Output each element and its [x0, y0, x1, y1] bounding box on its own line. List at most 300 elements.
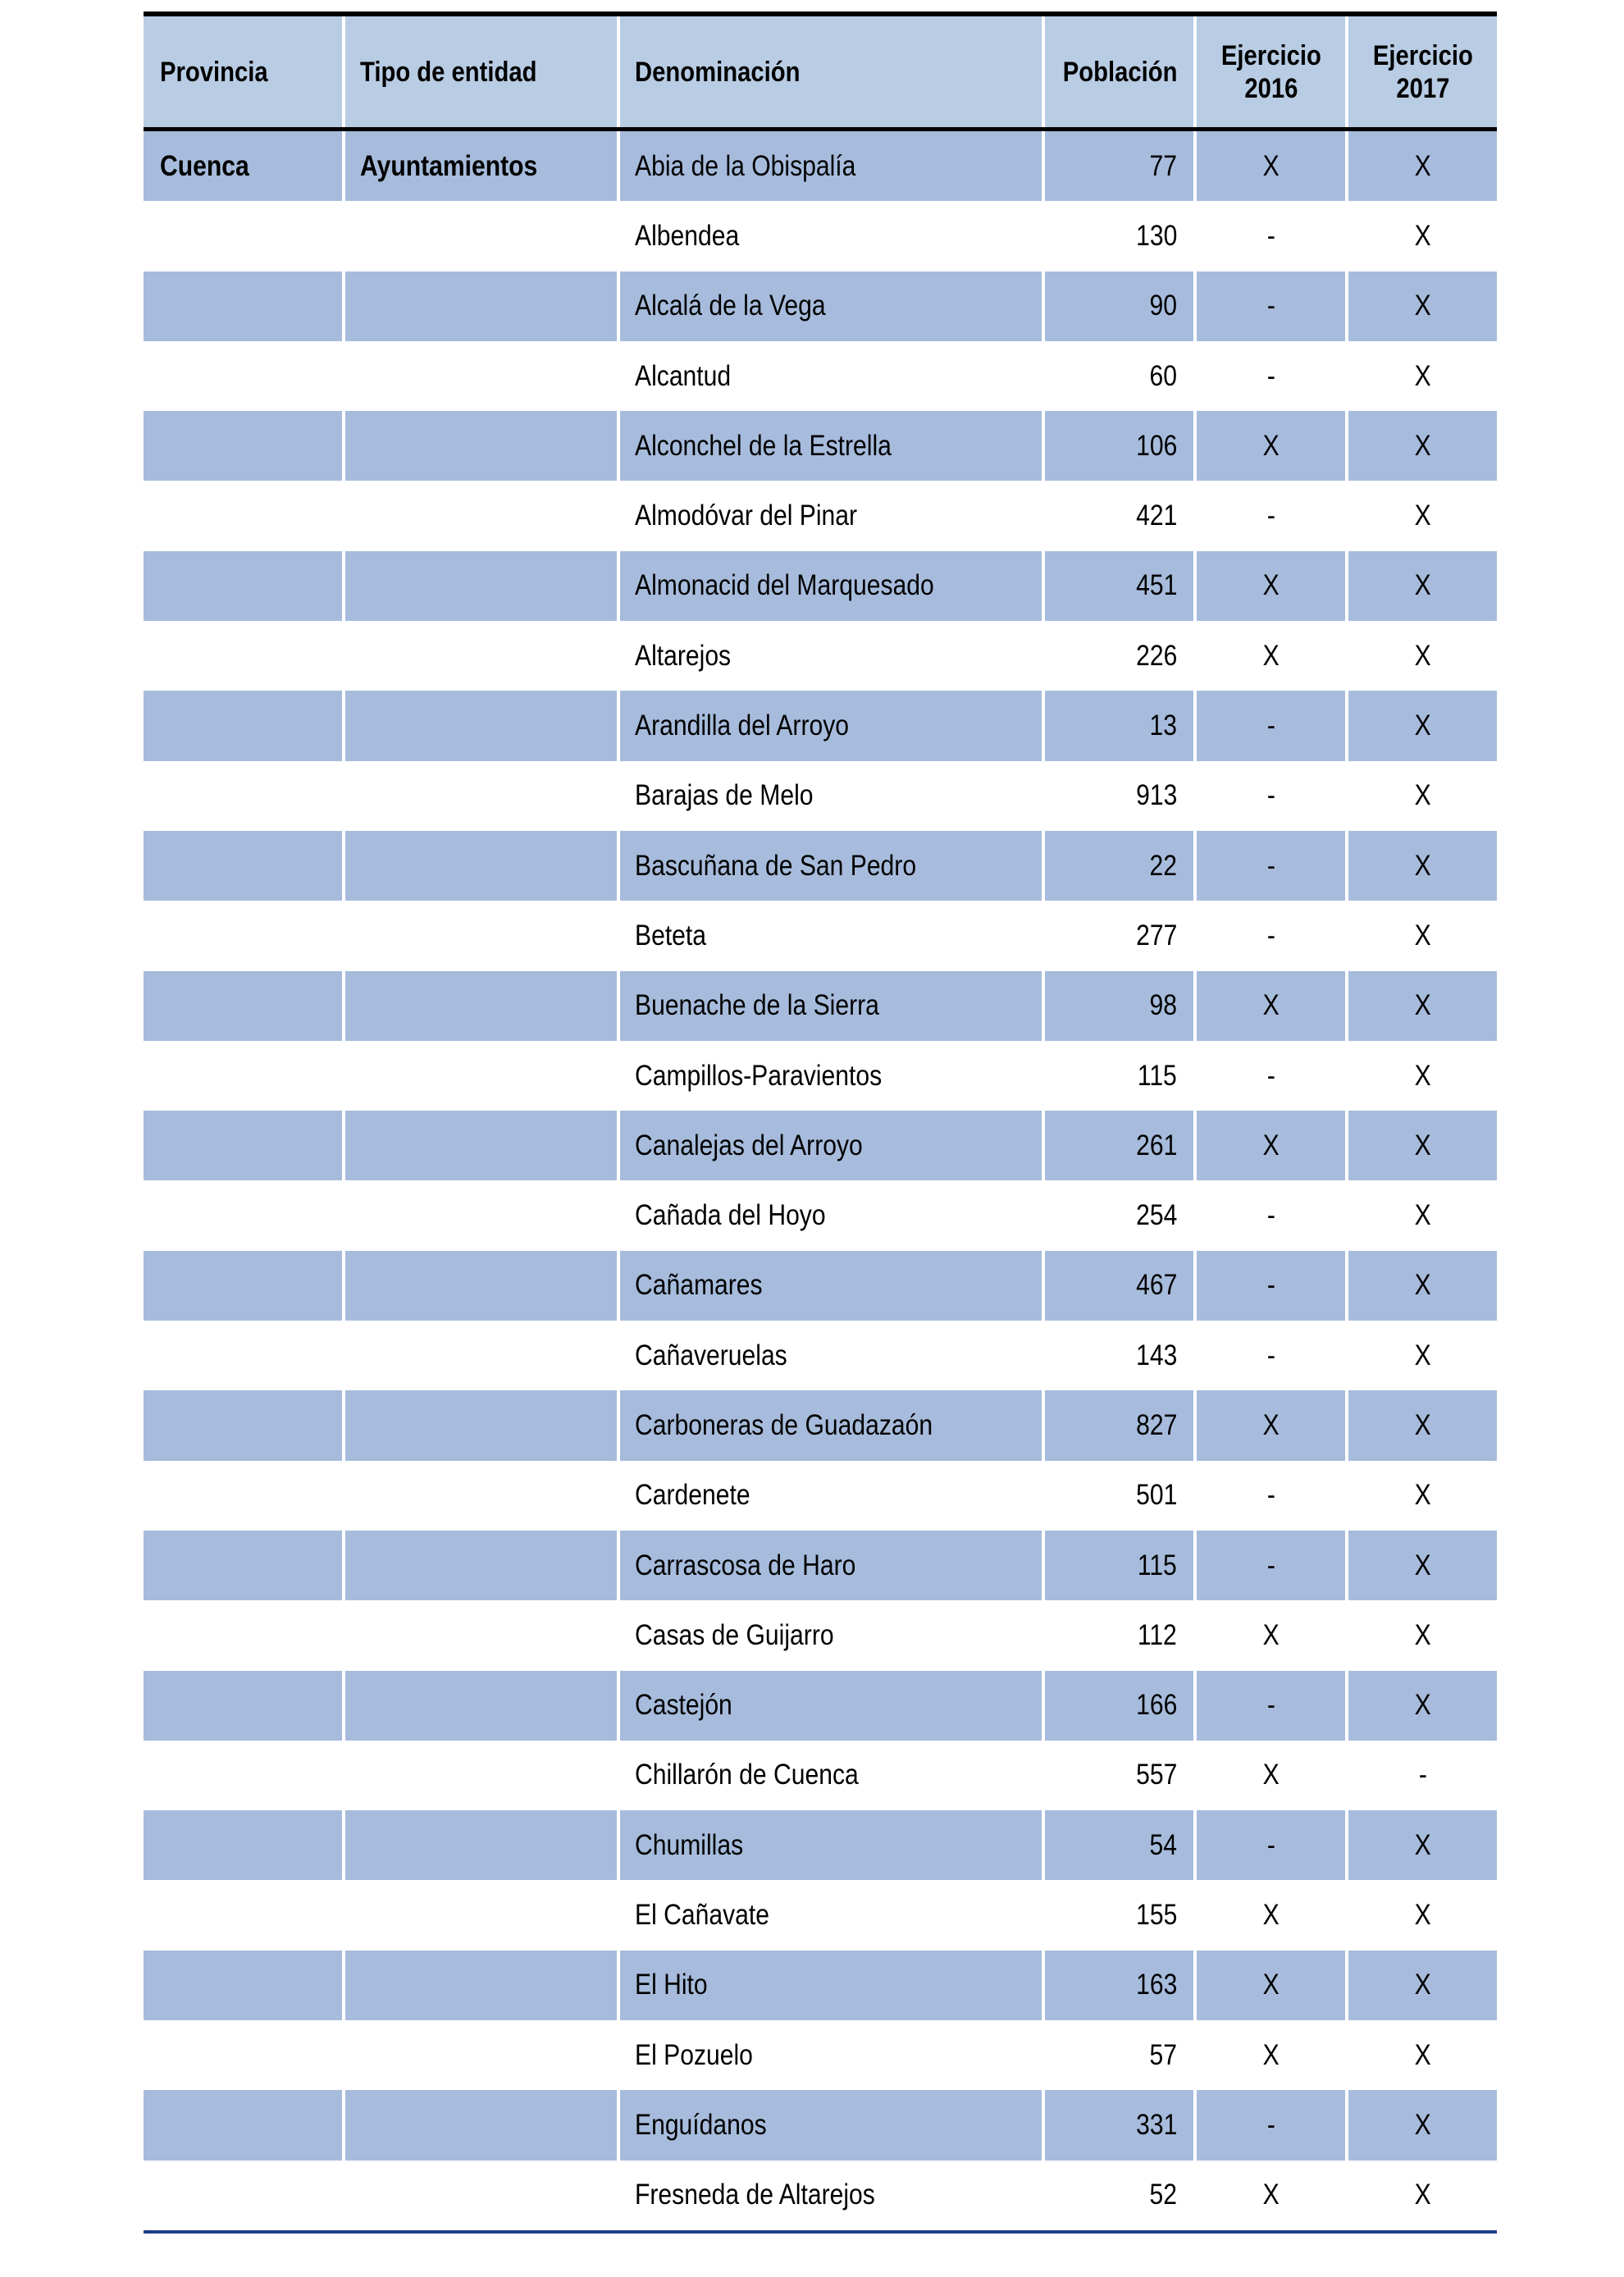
cell-tipo-entidad: [342, 1321, 617, 1390]
cell-denominacion: [617, 1321, 1042, 1390]
cell-ej2016-text: X: [1262, 989, 1280, 1022]
cell-poblacion-text: 421: [1135, 500, 1177, 532]
cell-ejercicio-2017: [1345, 1111, 1497, 1180]
table-row: [144, 1180, 1497, 1250]
cell-ejercicio-2016: [1193, 1461, 1345, 1531]
cell-tipo-entidad: [342, 272, 617, 341]
cell-ej2017-text: X: [1414, 710, 1431, 742]
cell-poblacion-text: 254: [1135, 1199, 1177, 1232]
cell-ej2017-text: X: [1414, 569, 1431, 602]
cell-denominacion-text: El Cañavate: [635, 1899, 769, 1932]
cell-denominacion-text: Albendea: [635, 219, 740, 252]
cell-provincia: [144, 341, 342, 411]
cell-ej2016-text: -: [1266, 779, 1275, 812]
cell-ej2016-text: -: [1266, 2108, 1275, 2141]
cell-ejercicio-2017: [1345, 1041, 1497, 1111]
table-row: [144, 551, 1497, 621]
cell-ej2016-text: X: [1262, 2179, 1280, 2211]
cell-ejercicio-2016: [1193, 1531, 1345, 1600]
cell-ej2016-text: X: [1262, 569, 1280, 602]
cell-poblacion-text: 115: [1138, 1059, 1177, 1092]
table-row: [144, 1600, 1497, 1670]
cell-ejercicio-2016: [1193, 1951, 1345, 2020]
cell-denominacion-text: Abia de la Obispalía: [635, 149, 856, 182]
cell-provincia: [144, 2161, 342, 2230]
cell-ejercicio-2017: [1345, 2090, 1497, 2160]
cell-poblacion-text: 827: [1135, 1408, 1177, 1441]
cell-ejercicio-2016: [1193, 551, 1345, 621]
cell-denominacion-text: Arandilla del Arroyo: [635, 710, 850, 742]
cell-denominacion-text: Barajas de Melo: [635, 779, 814, 812]
cell-ej2017-text: X: [1414, 149, 1431, 182]
header-denominacion: [617, 16, 1042, 127]
cell-poblacion: [1042, 621, 1193, 691]
table-row: [144, 1041, 1497, 1111]
cell-ej2017-text: X: [1414, 1618, 1431, 1651]
cell-poblacion-text: 90: [1149, 290, 1177, 322]
cell-poblacion-text: 54: [1149, 1828, 1177, 1861]
cell-poblacion-text: 112: [1138, 1618, 1177, 1651]
cell-provincia: [144, 1180, 342, 1250]
cell-denominacion: [617, 1810, 1042, 1880]
cell-tipo-entidad: [342, 1951, 617, 2020]
cell-denominacion-text: Cañaveruelas: [635, 1339, 787, 1371]
cell-poblacion: [1042, 1880, 1193, 1950]
cell-tipo-entidad: [342, 2090, 617, 2160]
cell-poblacion-text: 166: [1135, 1689, 1177, 1722]
cell-ej2017-text: X: [1414, 1408, 1431, 1441]
cell-ej2017-text: X: [1414, 2108, 1431, 2141]
cell-ejercicio-2016: [1193, 1671, 1345, 1741]
header-ejercicio-2016: [1193, 16, 1345, 127]
cell-poblacion-text: 98: [1149, 989, 1177, 1022]
cell-ejercicio-2016: [1193, 481, 1345, 550]
header-ejercicio-2017: [1345, 16, 1497, 127]
cell-poblacion-text: 913: [1135, 779, 1177, 812]
cell-tipo-entidad: [342, 481, 617, 550]
cell-denominacion: [617, 1600, 1042, 1670]
cell-provincia: [144, 272, 342, 341]
cell-ej2016-text: X: [1262, 149, 1280, 182]
table-row: [144, 131, 1497, 201]
cell-tipo-entidad: [342, 1461, 617, 1531]
cell-denominacion: [617, 2161, 1042, 2230]
cell-ej2016-text: X: [1262, 1899, 1280, 1932]
cell-ejercicio-2016: [1193, 621, 1345, 691]
cell-tipo-entidad: [342, 1671, 617, 1741]
cell-ejercicio-2016: [1193, 1880, 1345, 1950]
cell-tipo-entidad: [342, 691, 617, 760]
cell-ejercicio-2017: [1345, 272, 1497, 341]
header-ej2016-line2: 2016: [1243, 72, 1298, 104]
cell-poblacion-text: 52: [1149, 2179, 1177, 2211]
cell-ejercicio-2016: [1193, 2090, 1345, 2160]
cell-denominacion-text: Almonacid del Marquesado: [635, 569, 934, 602]
cell-tipo-entidad: [342, 341, 617, 411]
cell-poblacion-text: 277: [1135, 919, 1177, 951]
cell-ej2017-text: X: [1414, 359, 1431, 392]
cell-poblacion: [1042, 1180, 1193, 1250]
cell-provincia: [144, 1251, 342, 1321]
cell-ejercicio-2017: [1345, 1951, 1497, 2020]
table-row: [144, 1461, 1497, 1531]
table-bottom-rule: [144, 2230, 1497, 2234]
cell-denominacion-text: Casas de Guijarro: [635, 1618, 834, 1651]
cell-ej2017-text: X: [1414, 919, 1431, 951]
cell-denominacion: [617, 1741, 1042, 1810]
cell-ejercicio-2017: [1345, 761, 1497, 831]
cell-tipo-entidad: [342, 1390, 617, 1460]
cell-ej2017-text: X: [1414, 290, 1431, 322]
cell-ejercicio-2017: [1345, 1251, 1497, 1321]
cell-poblacion-text: 501: [1135, 1479, 1177, 1512]
cell-ej2016-text: -: [1266, 359, 1275, 392]
header-provincia: [144, 16, 342, 127]
cell-denominacion-text: Buenache de la Sierra: [635, 989, 879, 1022]
cell-ejercicio-2016: [1193, 1041, 1345, 1111]
table-row: [144, 1531, 1497, 1600]
cell-poblacion: [1042, 131, 1193, 201]
cell-tipo-entidad: [342, 1741, 617, 1810]
cell-ejercicio-2017: [1345, 2020, 1497, 2090]
cell-ej2016-text: -: [1266, 500, 1275, 532]
table-row: [144, 2161, 1497, 2230]
cell-denominacion: [617, 1671, 1042, 1741]
header-tipo-label: Tipo de entidad: [360, 56, 537, 88]
cell-tipo-entidad: [342, 1041, 617, 1111]
cell-ej2017-text: X: [1414, 1059, 1431, 1092]
cell-provincia: [144, 1461, 342, 1531]
header-tipo-entidad: [342, 16, 617, 127]
cell-tipo-entidad: [342, 131, 617, 201]
cell-denominacion: [617, 1041, 1042, 1111]
cell-ej2017-text: X: [1414, 779, 1431, 812]
table-row: [144, 1111, 1497, 1180]
cell-poblacion: [1042, 971, 1193, 1041]
cell-tipo-entidad: [342, 1810, 617, 1880]
cell-tipo-text: Ayuntamientos: [360, 149, 538, 182]
cell-poblacion-text: 467: [1135, 1269, 1177, 1302]
cell-ej2017-text: X: [1414, 849, 1431, 882]
cell-poblacion: [1042, 1741, 1193, 1810]
cell-ejercicio-2017: [1345, 1671, 1497, 1741]
cell-provincia: [144, 691, 342, 760]
cell-ejercicio-2017: [1345, 691, 1497, 760]
cell-tipo-entidad: [342, 621, 617, 691]
cell-provincia: [144, 2020, 342, 2090]
cell-ejercicio-2016: [1193, 411, 1345, 481]
cell-ej2017-text: X: [1414, 219, 1431, 252]
cell-tipo-entidad: [342, 1251, 617, 1321]
cell-tipo-entidad: [342, 1111, 617, 1180]
cell-ej2017-text: X: [1414, 1339, 1431, 1371]
cell-poblacion: [1042, 2090, 1193, 2160]
cell-ej2016-text: -: [1266, 849, 1275, 882]
table-body: [144, 131, 1497, 2230]
table-row: [144, 481, 1497, 550]
table-row: [144, 1390, 1497, 1460]
cell-poblacion-text: 226: [1135, 639, 1177, 672]
header-denominacion-label: Denominación: [635, 56, 801, 88]
cell-provincia: [144, 131, 342, 201]
cell-ejercicio-2017: [1345, 1531, 1497, 1600]
cell-denominacion-text: Chillarón de Cuenca: [635, 1759, 859, 1791]
header-provincia-label: Provincia: [160, 56, 268, 88]
cell-denominacion: [617, 901, 1042, 970]
cell-ejercicio-2016: [1193, 1810, 1345, 1880]
cell-denominacion: [617, 971, 1042, 1041]
cell-poblacion: [1042, 1111, 1193, 1180]
cell-denominacion: [617, 621, 1042, 691]
cell-tipo-entidad: [342, 1531, 617, 1600]
cell-denominacion: [617, 1531, 1042, 1600]
cell-ej2017-text: X: [1414, 1479, 1431, 1512]
cell-provincia-text: Cuenca: [160, 149, 249, 182]
table-row: [144, 1880, 1497, 1950]
cell-poblacion: [1042, 1251, 1193, 1321]
cell-denominacion-text: Canalejas del Arroyo: [635, 1129, 863, 1161]
cell-denominacion: [617, 691, 1042, 760]
cell-poblacion-text: 115: [1138, 1549, 1177, 1581]
cell-poblacion: [1042, 1041, 1193, 1111]
cell-ej2016-text: -: [1266, 710, 1275, 742]
cell-ejercicio-2017: [1345, 131, 1497, 201]
cell-ejercicio-2017: [1345, 1461, 1497, 1531]
cell-denominacion: [617, 2020, 1042, 2090]
cell-ejercicio-2017: [1345, 1390, 1497, 1460]
cell-ejercicio-2016: [1193, 901, 1345, 970]
cell-ejercicio-2017: [1345, 831, 1497, 901]
cell-poblacion: [1042, 1321, 1193, 1390]
header-ej2017-line1: Ejercicio: [1372, 39, 1473, 71]
cell-denominacion-text: Fresneda de Altarejos: [635, 2179, 875, 2211]
cell-denominacion: [617, 1180, 1042, 1250]
cell-ej2017-text: X: [1414, 989, 1431, 1022]
cell-denominacion-text: Cañada del Hoyo: [635, 1199, 826, 1232]
cell-provincia: [144, 1390, 342, 1460]
cell-denominacion-text: Alcantud: [635, 359, 732, 392]
cell-denominacion: [617, 1111, 1042, 1180]
header-poblacion: [1042, 16, 1193, 127]
cell-ej2017-text: X: [1414, 500, 1431, 532]
cell-ej2016-text: -: [1266, 1339, 1275, 1371]
table-row: [144, 2090, 1497, 2160]
cell-denominacion: [617, 1461, 1042, 1531]
table-row: [144, 2020, 1497, 2090]
cell-ej2017-text: X: [1414, 1969, 1431, 2001]
cell-tipo-entidad: [342, 831, 617, 901]
cell-poblacion: [1042, 1951, 1193, 2020]
cell-denominacion: [617, 272, 1042, 341]
cell-tipo-entidad: [342, 971, 617, 1041]
table-row: [144, 1321, 1497, 1390]
cell-ej2016-text: X: [1262, 2038, 1280, 2071]
cell-poblacion: [1042, 201, 1193, 271]
cell-poblacion-text: 331: [1135, 2108, 1177, 2141]
cell-ej2016-text: X: [1262, 1129, 1280, 1161]
cell-poblacion: [1042, 901, 1193, 970]
cell-ejercicio-2016: [1193, 971, 1345, 1041]
cell-ej2016-text: -: [1266, 1059, 1275, 1092]
cell-denominacion-text: Enguídanos: [635, 2108, 767, 2141]
cell-tipo-entidad: [342, 411, 617, 481]
table-row: [144, 831, 1497, 901]
cell-ejercicio-2017: [1345, 551, 1497, 621]
table-row: [144, 272, 1497, 341]
cell-poblacion-text: 130: [1135, 219, 1177, 252]
table-row: [144, 761, 1497, 831]
cell-ej2017-text: X: [1414, 1269, 1431, 1302]
cell-denominacion: [617, 1251, 1042, 1321]
table-row: [144, 341, 1497, 411]
cell-poblacion-text: 155: [1135, 1899, 1177, 1932]
cell-provincia: [144, 1111, 342, 1180]
cell-provincia: [144, 761, 342, 831]
cell-poblacion: [1042, 2020, 1193, 2090]
cell-ej2017-text: X: [1414, 1828, 1431, 1861]
table-row: [144, 1671, 1497, 1741]
table-row: [144, 201, 1497, 271]
cell-poblacion: [1042, 272, 1193, 341]
cell-ej2017-text: X: [1414, 1689, 1431, 1722]
cell-poblacion-text: 57: [1149, 2038, 1177, 2071]
cell-poblacion: [1042, 831, 1193, 901]
cell-ejercicio-2017: [1345, 481, 1497, 550]
cell-poblacion-text: 557: [1135, 1759, 1177, 1791]
cell-ej2016-text: X: [1262, 639, 1280, 672]
cell-provincia: [144, 831, 342, 901]
cell-provincia: [144, 1741, 342, 1810]
cell-ejercicio-2016: [1193, 341, 1345, 411]
cell-provincia: [144, 1951, 342, 2020]
cell-poblacion-text: 451: [1135, 569, 1177, 602]
cell-ejercicio-2016: [1193, 2020, 1345, 2090]
cell-denominacion-text: Almodóvar del Pinar: [635, 500, 858, 532]
cell-poblacion-text: 77: [1149, 149, 1177, 182]
cell-denominacion: [617, 341, 1042, 411]
cell-provincia: [144, 551, 342, 621]
header-ej2016-label: [1221, 39, 1321, 105]
cell-tipo-entidad: [342, 551, 617, 621]
cell-ej2017-text: X: [1414, 1549, 1431, 1581]
cell-poblacion: [1042, 1390, 1193, 1460]
cell-denominacion: [617, 1390, 1042, 1460]
cell-denominacion: [617, 551, 1042, 621]
cell-provincia: [144, 2090, 342, 2160]
cell-denominacion-text: Chumillas: [635, 1828, 744, 1861]
cell-ej2017-text: X: [1414, 2179, 1431, 2211]
cell-denominacion: [617, 131, 1042, 201]
cell-ejercicio-2016: [1193, 201, 1345, 271]
cell-poblacion: [1042, 1671, 1193, 1741]
cell-ejercicio-2016: [1193, 131, 1345, 201]
cell-ej2016-text: -: [1266, 290, 1275, 322]
cell-provincia: [144, 1880, 342, 1950]
cell-ejercicio-2017: [1345, 201, 1497, 271]
cell-denominacion: [617, 2090, 1042, 2160]
cell-denominacion: [617, 761, 1042, 831]
cell-poblacion: [1042, 1810, 1193, 1880]
cell-poblacion-text: 261: [1135, 1129, 1177, 1161]
table-row: [144, 901, 1497, 970]
cell-poblacion: [1042, 551, 1193, 621]
cell-ej2016-text: -: [1266, 1828, 1275, 1861]
cell-denominacion: [617, 831, 1042, 901]
cell-denominacion-text: El Pozuelo: [635, 2038, 753, 2071]
cell-denominacion-text: Castejón: [635, 1689, 732, 1722]
cell-poblacion: [1042, 411, 1193, 481]
cell-denominacion-text: Cardenete: [635, 1479, 750, 1512]
cell-ejercicio-2016: [1193, 1251, 1345, 1321]
cell-poblacion: [1042, 761, 1193, 831]
cell-ejercicio-2016: [1193, 1390, 1345, 1460]
cell-tipo-entidad: [342, 901, 617, 970]
table-row: [144, 621, 1497, 691]
cell-ej2016-text: -: [1266, 1269, 1275, 1302]
cell-ejercicio-2016: [1193, 1180, 1345, 1250]
cell-ejercicio-2017: [1345, 1321, 1497, 1390]
cell-ej2016-text: -: [1266, 1689, 1275, 1722]
header-poblacion-label: Población: [1062, 56, 1177, 88]
cell-denominacion: [617, 1880, 1042, 1950]
cell-ejercicio-2016: [1193, 691, 1345, 760]
cell-denominacion: [617, 201, 1042, 271]
cell-poblacion: [1042, 481, 1193, 550]
cell-denominacion-text: Bascuñana de San Pedro: [635, 849, 917, 882]
cell-denominacion-text: Cañamares: [635, 1269, 763, 1302]
cell-tipo-entidad: [342, 1880, 617, 1950]
cell-tipo-entidad: [342, 2020, 617, 2090]
header-ej2017-line2: 2017: [1395, 72, 1450, 104]
cell-ej2016-text: -: [1266, 1199, 1275, 1232]
cell-provincia: [144, 1041, 342, 1111]
cell-tipo-entidad: [342, 2161, 617, 2230]
header-ej2016-line1: Ejercicio: [1220, 39, 1321, 71]
table-row: [144, 1251, 1497, 1321]
cell-denominacion: [617, 1951, 1042, 2020]
cell-poblacion: [1042, 1531, 1193, 1600]
cell-ejercicio-2017: [1345, 971, 1497, 1041]
cell-ejercicio-2017: [1345, 341, 1497, 411]
table-row: [144, 691, 1497, 760]
cell-tipo-entidad: [342, 201, 617, 271]
cell-poblacion-text: 60: [1149, 359, 1177, 392]
cell-provincia: [144, 621, 342, 691]
cell-ej2017-text: X: [1414, 1899, 1431, 1932]
cell-ej2017-text: X: [1414, 639, 1431, 672]
cell-provincia: [144, 901, 342, 970]
cell-denominacion-text: Alconchel de la Estrella: [635, 429, 892, 462]
cell-ejercicio-2017: [1345, 1180, 1497, 1250]
cell-ej2016-text: X: [1262, 1408, 1280, 1441]
cell-denominacion-text: Carboneras de Guadazaón: [635, 1408, 933, 1441]
cell-ejercicio-2016: [1193, 1741, 1345, 1810]
cell-tipo-entidad: [342, 1600, 617, 1670]
cell-provincia: [144, 411, 342, 481]
cell-ej2016-text: X: [1262, 429, 1280, 462]
table-row: [144, 1951, 1497, 2020]
cell-denominacion: [617, 481, 1042, 550]
cell-ej2017-text: X: [1414, 2038, 1431, 2071]
cell-ejercicio-2017: [1345, 1880, 1497, 1950]
cell-ejercicio-2017: [1345, 621, 1497, 691]
table-row: [144, 1810, 1497, 1880]
cell-tipo-entidad: [342, 761, 617, 831]
table-row: [144, 411, 1497, 481]
table-row: [144, 971, 1497, 1041]
cell-denominacion-text: El Hito: [635, 1969, 708, 2001]
cell-ej2016-text: -: [1266, 1479, 1275, 1512]
